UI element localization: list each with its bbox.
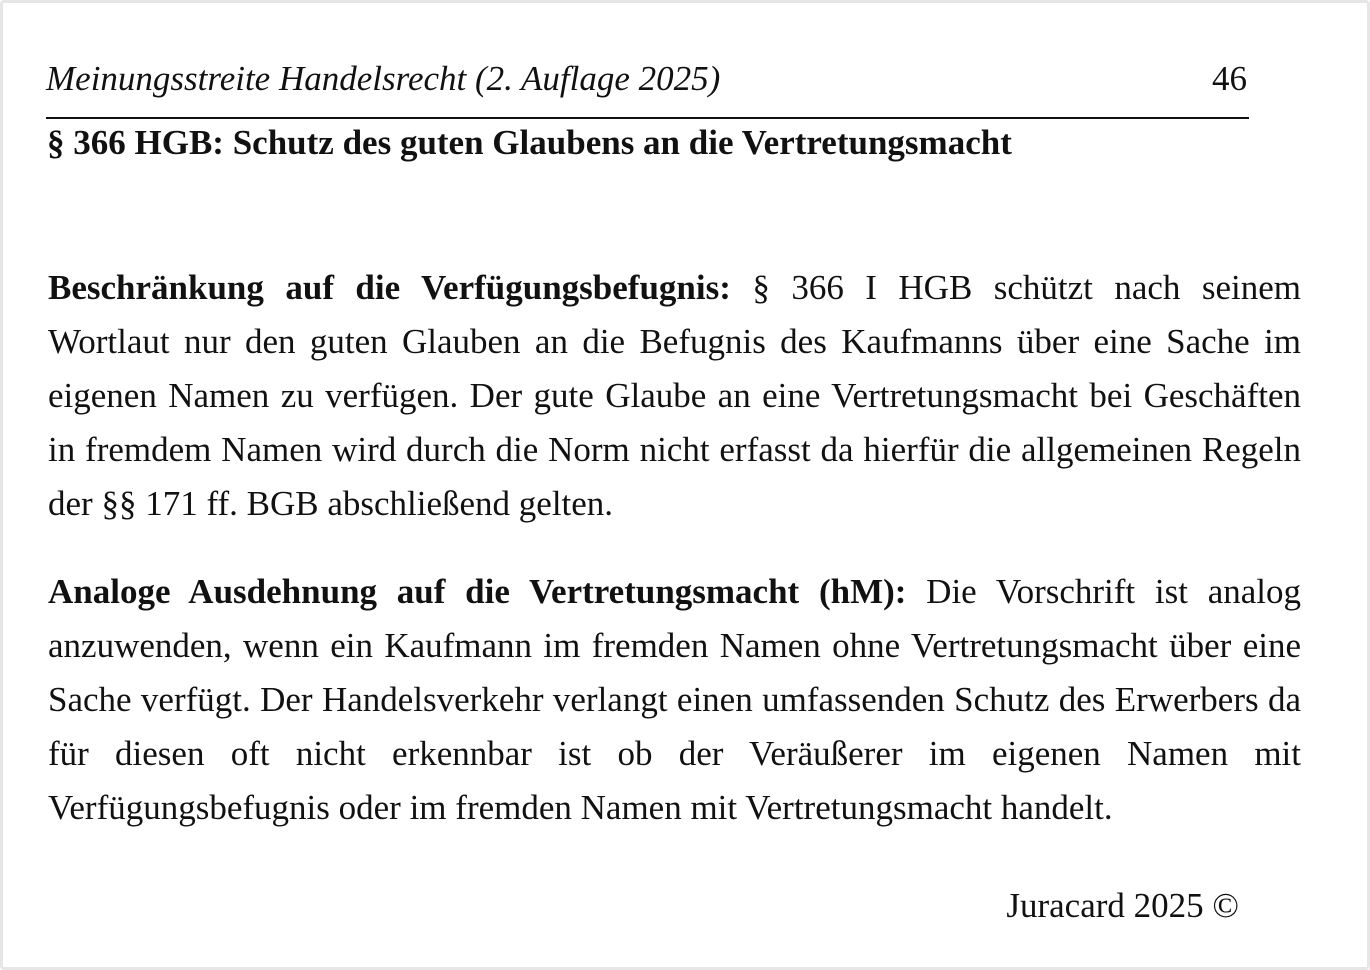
- paragraph-term: Analoge Ausdehnung auf die Vertretungsmacht (hM):: [48, 572, 907, 611]
- paragraph-analogy: [48, 565, 1301, 835]
- paragraph-text: Die Vorschrift ist analog anzuwenden, wenn ein Kaufmann im fremden Namen ohne Vertretungsmacht über eine Sache verfügt. Der Handelsverkehr verlangt einen umfassenden Schutz des Erwerbers da für diesen oft nicht erkennbar ist ob der Veräußerer im eigenen Namen mit Verfügungsbefugnis oder im fremden Namen mit Vertretungsmacht handelt.: [48, 572, 1301, 827]
- paragraph-term: Beschränkung auf die Verfügungsbefugnis:: [48, 268, 731, 307]
- section-title: § 366 HGB: Schutz des guten Glaubens an die Vertretungsmacht: [47, 123, 1012, 162]
- paragraph-restriction: [48, 261, 1301, 531]
- book-title: Meinungsstreite Handelsrecht (2. Auflage 2025): [46, 59, 721, 98]
- page-header: [46, 57, 1249, 119]
- paragraph-text: § 366 I HGB schützt nach seinem Wortlaut nur den guten Glauben an die Befugnis des Kaufmanns über eine Sache im eigenen Namen zu verfügen. Der gute Glaube an eine Vertretungsmacht bei Geschäften in fremdem Namen wird durch die Norm nicht erfasst da hierfür die allgemeinen Regeln der §§ 171 ff. BGB abschließend gelten.: [48, 268, 1302, 523]
- page-number: 46: [1212, 59, 1247, 98]
- copyright-footer: Juracard 2025 ©: [1006, 886, 1239, 925]
